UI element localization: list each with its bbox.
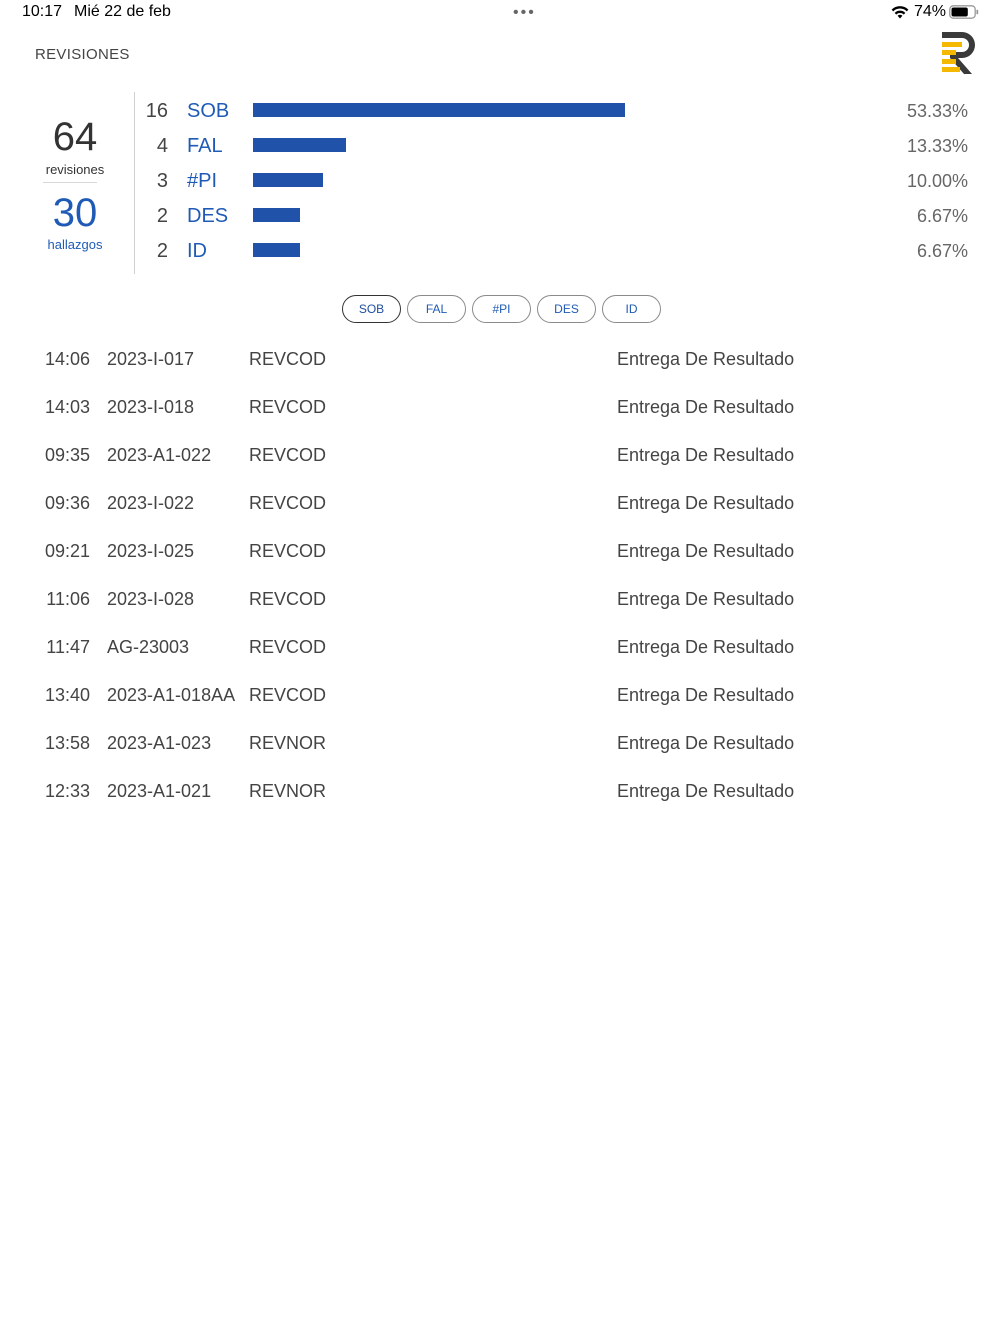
multitasking-dots-icon[interactable]: •••	[513, 4, 536, 21]
row-status: Entrega De Resultado	[617, 589, 795, 609]
list-item[interactable]	[0, 439, 1000, 487]
list-item[interactable]	[0, 679, 1000, 727]
stat-row-pi[interactable]	[136, 166, 976, 201]
filter-pill-pi[interactable]: #PI	[472, 295, 531, 323]
filter-pill-sob[interactable]: SOB	[342, 295, 401, 323]
filter-pill-fal[interactable]: FAL	[407, 295, 466, 323]
stat-percent: 6.67%	[916, 241, 968, 261]
row-type: REVCOD	[249, 493, 327, 513]
battery-percent: 74%	[914, 3, 947, 20]
stat-code[interactable]: DES	[187, 205, 229, 227]
stat-count: 3	[156, 170, 168, 192]
stat-bar	[253, 208, 300, 222]
stat-code[interactable]: FAL	[187, 135, 223, 157]
stat-bar	[253, 243, 300, 257]
hallazgos-count[interactable]: 30	[52, 191, 98, 235]
list-item[interactable]	[0, 391, 1000, 439]
row-status: Entrega De Resultado	[617, 685, 795, 705]
list-item[interactable]	[0, 631, 1000, 679]
summary-divider	[43, 182, 97, 183]
row-type: REVCOD	[249, 637, 327, 657]
row-type: REVNOR	[249, 781, 327, 801]
row-time: 09:21	[44, 541, 90, 561]
row-type: REVCOD	[249, 397, 327, 417]
stat-count: 16	[145, 100, 168, 122]
row-id: 2023-A1-022	[107, 445, 212, 465]
stat-percent: 10.00%	[906, 171, 968, 191]
list-item[interactable]	[0, 583, 1000, 631]
stat-count: 4	[156, 135, 168, 157]
row-id: AG-23003	[107, 637, 190, 657]
row-status: Entrega De Resultado	[617, 733, 795, 753]
wifi-icon	[890, 4, 910, 20]
row-status: Entrega De Resultado	[617, 541, 795, 561]
row-type: REVCOD	[249, 589, 327, 609]
filter-pill-id[interactable]: ID	[602, 295, 661, 323]
row-type: REVCOD	[249, 349, 327, 369]
row-type: REVCOD	[249, 541, 327, 561]
row-id: 2023-I-022	[107, 493, 195, 513]
stat-bar	[253, 173, 323, 187]
vertical-divider	[134, 92, 135, 274]
row-id: 2023-I-017	[107, 349, 195, 369]
stat-row-id[interactable]	[136, 236, 976, 271]
list-item[interactable]	[0, 727, 1000, 775]
stat-code[interactable]: #PI	[187, 170, 218, 192]
row-id: 2023-I-018	[107, 397, 195, 417]
stat-code[interactable]: SOB	[187, 100, 230, 122]
row-type: REVCOD	[249, 685, 327, 705]
row-type: REVNOR	[249, 733, 327, 753]
stat-row-sob[interactable]	[136, 96, 976, 131]
stat-percent: 53.33%	[906, 101, 968, 121]
stat-percent: 6.67%	[916, 206, 968, 226]
row-time: 11:06	[46, 589, 90, 609]
row-status: Entrega De Resultado	[617, 397, 795, 417]
row-status: Entrega De Resultado	[617, 445, 795, 465]
row-time: 14:03	[44, 397, 90, 417]
stat-count: 2	[156, 205, 168, 227]
status-date: Mié 22 de feb	[74, 3, 171, 20]
row-id: 2023-I-025	[107, 541, 195, 561]
row-time: 09:35	[44, 445, 90, 465]
row-time: 09:36	[44, 493, 90, 513]
row-time: 14:06	[44, 349, 90, 369]
row-time: 13:58	[44, 733, 90, 753]
stat-row-des[interactable]	[136, 201, 976, 236]
list-item[interactable]	[0, 343, 1000, 391]
row-id: 2023-A1-018AA	[107, 685, 236, 705]
r-logo-icon	[938, 30, 984, 76]
stat-count: 2	[156, 240, 168, 262]
stat-percent: 13.33%	[906, 136, 968, 156]
hallazgos-label[interactable]: hallazgos	[47, 237, 103, 252]
row-id: 2023-A1-023	[107, 733, 212, 753]
stat-bar	[253, 138, 346, 152]
list-item[interactable]	[0, 487, 1000, 535]
filter-pill-des[interactable]: DES	[537, 295, 596, 323]
row-type: REVCOD	[249, 445, 327, 465]
row-time: 11:47	[46, 637, 90, 657]
stat-row-fal[interactable]	[136, 131, 976, 166]
row-id: 2023-A1-021	[107, 781, 212, 801]
row-time: 12:33	[44, 781, 90, 801]
row-status: Entrega De Resultado	[617, 349, 795, 369]
revisiones-label: revisiones	[45, 162, 105, 177]
battery-icon	[949, 5, 979, 19]
row-status: Entrega De Resultado	[617, 781, 795, 801]
revisiones-count: 64	[52, 115, 98, 159]
filter-pills	[342, 295, 661, 323]
list-item[interactable]	[0, 535, 1000, 583]
stat-code[interactable]: ID	[187, 240, 207, 262]
row-status: Entrega De Resultado	[617, 493, 795, 513]
stat-bar	[253, 103, 625, 117]
list-item[interactable]	[0, 775, 1000, 823]
page-title: REVISIONES	[35, 46, 130, 63]
status-time: 10:17	[22, 3, 63, 20]
row-status: Entrega De Resultado	[617, 637, 795, 657]
row-id: 2023-I-028	[107, 589, 195, 609]
row-time: 13:40	[44, 685, 90, 705]
